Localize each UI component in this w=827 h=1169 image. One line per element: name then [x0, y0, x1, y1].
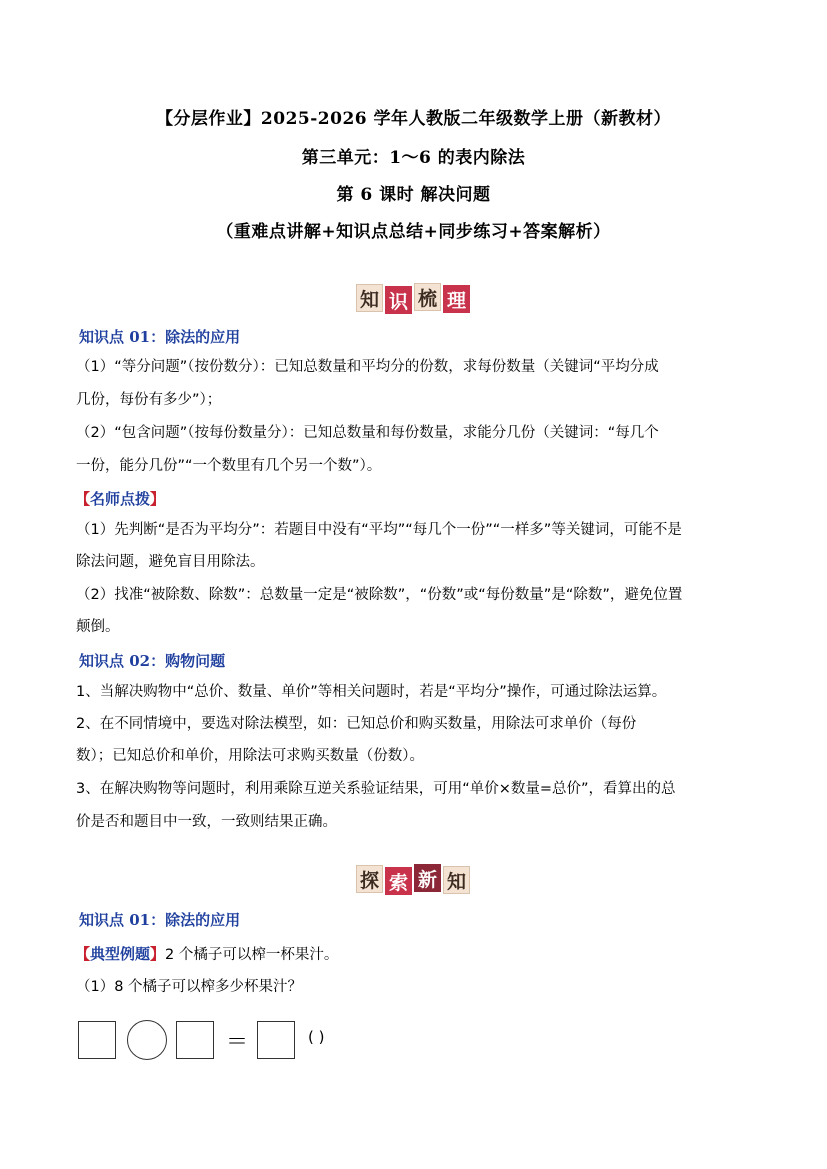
unit-title: 第三单元：1～6 的表内除法: [301, 148, 526, 168]
text-line: 数）；已知总价和单价，用除法可求购买数量（份数）。: [76, 748, 424, 764]
subtitle: （重难点讲解+知识点总结+同步练习+答案解析）: [216, 222, 611, 242]
unit-blank[interactable]: ( ): [308, 1028, 325, 1046]
text-line: 几份，每份有多少”）；: [76, 392, 222, 408]
explore-new-knowledge-banner: [356, 863, 472, 895]
example-row: 【典型例题】2 个橘子可以榨一杯果汁。: [75, 945, 339, 963]
banner-char: 识: [385, 286, 412, 314]
question-text: （1）8 个橘子可以榨多少杯果汁？: [76, 979, 303, 995]
text-line: 一份，能分几份”“一个数里有几个另一个数”）。: [76, 458, 382, 474]
banner-char: 梳: [414, 283, 441, 311]
banner-char: 知: [443, 866, 470, 894]
text-line: （1）先判断“是否为平均分”：若题目中没有“平均”“每几个一份”“一样多”等关键词，可能不是: [76, 522, 682, 538]
banner-char: 知: [356, 284, 383, 312]
tips-heading: 【名师点拨】: [75, 490, 166, 508]
tips-heading-label: 名师点拨: [90, 490, 151, 508]
knowledge-summary-banner: [356, 282, 472, 314]
text-line: 2、在不同情境中，要选对除法模型，如：已知总价和购买数量，用除法可求单价（每份: [76, 716, 637, 732]
answer-box[interactable]: [176, 1021, 214, 1059]
document-title: 【分层作业】2025-2026 学年人教版二年级数学上册（新教材）: [155, 109, 672, 129]
text-line: （1）“等分问题”（按份数分）：已知总数量和平均分的份数，求每份数量（关键词“平均分成: [76, 359, 659, 375]
text-line: 价是否和题目中一致，一致则结果正确。: [76, 814, 337, 830]
text-line: 除法问题，避免盲目用除法。: [76, 554, 265, 570]
operator-circle[interactable]: [127, 1020, 167, 1060]
text-line: （2）找准“被除数、除数”：总数量一定是“被除数”，“份数”或“每份数量”是“除数”，避免位置: [76, 587, 683, 603]
text-line: 颠倒。: [76, 619, 120, 635]
text-line: 3、在解决购物等问题时，利用乘除互逆关系验证结果，可用“单价×数量=总价”，看算出的总: [76, 781, 676, 797]
section-heading: 知识点 01：除法的应用: [79, 911, 241, 929]
example-text: 2 个橘子可以榨一杯果汁。: [165, 947, 339, 963]
text-line: （2）“包含问题”（按每份数量分）：已知总数量和每份数量，求能分几份（关键词：“每几个: [76, 425, 659, 441]
equals-sign: ＝: [226, 1030, 249, 1055]
banner-char: 理: [443, 285, 470, 313]
section-heading: 知识点 02：购物问题: [79, 652, 226, 670]
lesson-title: 第 6 课时 解决问题: [336, 185, 491, 205]
banner-char: 探: [356, 865, 383, 893]
text-line: 1、当解决购物中“总价、数量、单价”等相关问题时，若是“平均分”操作，可通过除法运算。: [76, 684, 667, 700]
example-label: 典型例题: [90, 945, 151, 963]
banner-char: 索: [385, 867, 412, 895]
banner-char: 新: [414, 864, 441, 892]
section-heading: 知识点 01：除法的应用: [79, 328, 241, 346]
answer-box[interactable]: [257, 1021, 295, 1059]
answer-box[interactable]: [78, 1021, 116, 1059]
